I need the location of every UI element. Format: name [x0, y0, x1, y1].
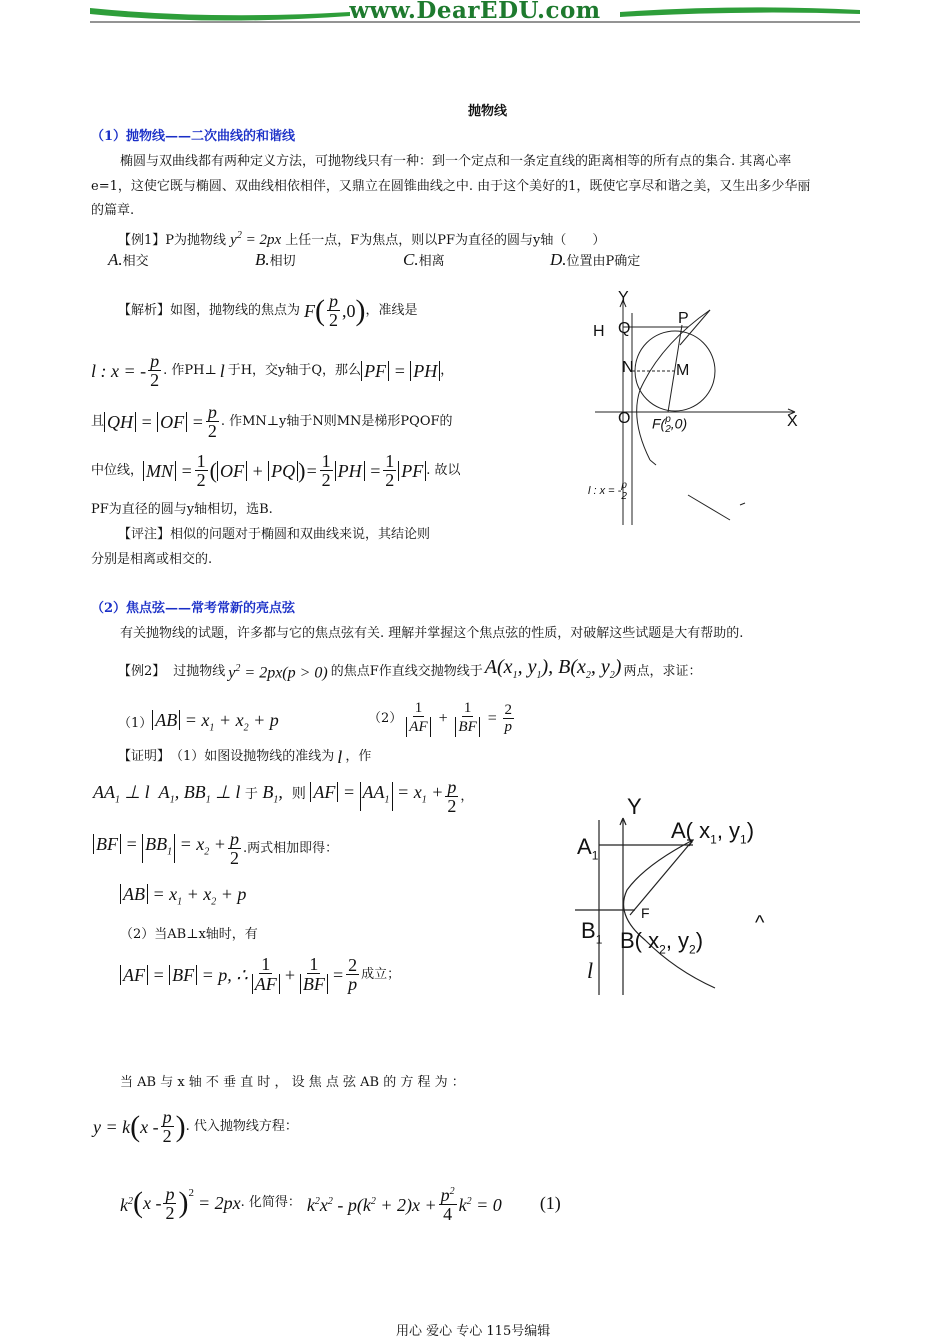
solution1-line5: PF为直径的圆与y轴相切，选B. [91, 502, 273, 517]
fig1-label-o: O [618, 410, 631, 427]
fig1-label-q: Q [618, 320, 631, 337]
fig1-label-h: H [593, 323, 605, 340]
proof-line5: （2）当AB⊥x轴时，有 [120, 927, 258, 942]
fig2-label-y: Y [627, 794, 642, 819]
option-d: D.位置由P确定 [550, 250, 641, 269]
remark1-line2: 分别是相离或相交的. [91, 552, 213, 567]
proof-line6: AF = BF = p, ∴ $\frac{1}{AF}$ + $\frac{1}{BF}$ = $\frac{2}{p}$ 成立； [120, 955, 400, 994]
figure2 [575, 790, 810, 1005]
proof-line4: AB = $x_1 + x_2 + p$ [120, 884, 246, 913]
proof-line2: $AA_1$ ⊥ l $A_1$, $BB_1$ ⊥ l 于 $B_1$, 则 AF = $AA_1 = x_1$ + $\frac{p}{2}$ ， [93, 777, 474, 816]
remark1-line1: 【评注】相似的问题对于椭圆和双曲线来说，其结论则 [118, 527, 431, 542]
figure1 [580, 285, 810, 530]
proof-line7: 当 AB 与 x 轴 不 垂 直 时 ， 设 焦 点 弦 AB 的 方 程 为 ： [120, 1075, 465, 1090]
page-footer: 用心 爱心 专心 115号编辑 [396, 1324, 551, 1339]
fig1-label-m: M [676, 362, 690, 379]
fig1-label-directrix: l : x = - p 2 [588, 480, 627, 502]
fig2-label-f: F [641, 905, 650, 921]
claim1: （1） AB = $x_1 + x_2 + p$ [118, 710, 279, 734]
fig2-label-b: B( $x_2$, $y_2$) [620, 928, 704, 957]
proof-line1: 【证明】 （1）如图设抛物线的准线为 l ，作 [118, 747, 372, 767]
option-a: A.相交 [108, 250, 149, 269]
fig2-label-a: A( $x_1$, $y_1$) [671, 818, 755, 847]
fig2-label-b1: $B_1$ [581, 918, 603, 947]
s1-para-line1: 椭圆与双曲线都有两种定义方法，可抛物线只有一种：到一个定点和一条定直线的距离相等的所有点的集合. 其离心率 [120, 154, 792, 169]
fig1-label-y: Y [618, 289, 629, 306]
section2-heading: （2）焦点弦——常考常新的亮点弦 [91, 601, 296, 616]
option-b: B.相切 [255, 250, 296, 269]
s2-para-line1: 有关抛物线的试题，许多都与它的焦点弦有关. 理解并掌握这个焦点弦的性质，对破解这些试题是大有帮助的. [120, 626, 744, 641]
example2: 【例2】 过抛物线 $y^2 = 2px(p > 0)$ 的焦点F作直线交抛物线于 $A(x_1$, $y_1$), $B(x_2$, $y_2$) 两点，求证： [118, 656, 702, 682]
example1: 【例1】P为抛物线 $y^2 = 2px$ 上任一点，F为焦点，则以PF为直径的圆与y轴（ ） [118, 230, 606, 248]
fig1-label-focus: F( p 2 ,0) [652, 414, 688, 435]
fig1-label-x: X [787, 413, 798, 430]
fig2-caret: ^ [755, 912, 765, 934]
s1-para-line2: e=1，这使它既与椭圆、双曲线相依相伴，又鼎立在圆锥曲线之中. 由于这个美好的1，既使它享尽和谐之美，又生出多少华丽 [91, 179, 811, 194]
claim2: （2） $\frac{1}{AF}$ + $\frac{1}{BF}$ = $\frac{2}{p}$ [368, 700, 513, 735]
fig1-label-n: N [622, 359, 634, 376]
example1-label: 【例1】 [118, 233, 166, 248]
fig2-label-l: l [587, 958, 594, 983]
equation-number: (1) [539, 1193, 561, 1213]
solution1-line4: 中位线， MN = $\frac{1}{2}$ ( OF + PQ ) = $\frac{1}{2}$ PH = $\frac{1}{2}$ PF . 故以 [91, 451, 461, 490]
fig2-label-a1: $A_1$ [577, 834, 599, 863]
fig1-label-p: P [678, 310, 689, 327]
solution1-line2: l : x = - $\frac{p}{2}$ . 作PH⊥ l 于H，交y轴于Q，那么 PF = PH ， [91, 351, 454, 390]
section1-heading: （1）抛物线——二次曲线的和谐线 [91, 129, 296, 144]
proof-line9: $k^2$ ( x - $\frac{p}{2}$ ) 2 = 2px . 化简得： $k^2x^2 - p(k^2 + 2)x$ + $\frac{p^2}{4}$ $k^2 = 0$ (1) [120, 1183, 561, 1224]
s1-para-line3: 的篇章. [91, 203, 135, 218]
parabola-eq: $y^2 = 2px$ [230, 230, 282, 248]
solution1-line3: 且 QH = OF = $\frac{p}{2}$ . 作MN⊥y轴于N则MN是梯形PQOF的 [91, 402, 453, 441]
proof-line8: y = k ( x - $\frac{p}{2}$ ) . 代入抛物线方程： [93, 1107, 298, 1146]
page-title: 抛物线 [468, 104, 508, 119]
header-banner [90, 0, 860, 28]
proof-line3: BF = $BB_1 = x_2$ + $\frac{p}{2}$ . 两式相加即得： [93, 830, 338, 867]
option-c: C.相离 [403, 250, 445, 269]
site-logo: www.DearEDU.com [349, 0, 601, 24]
solution1-line1: 【解析】 如图，抛物线的焦点为 F ( $\frac{p}{2}$ ,0 ) ，准线是 [118, 291, 418, 330]
